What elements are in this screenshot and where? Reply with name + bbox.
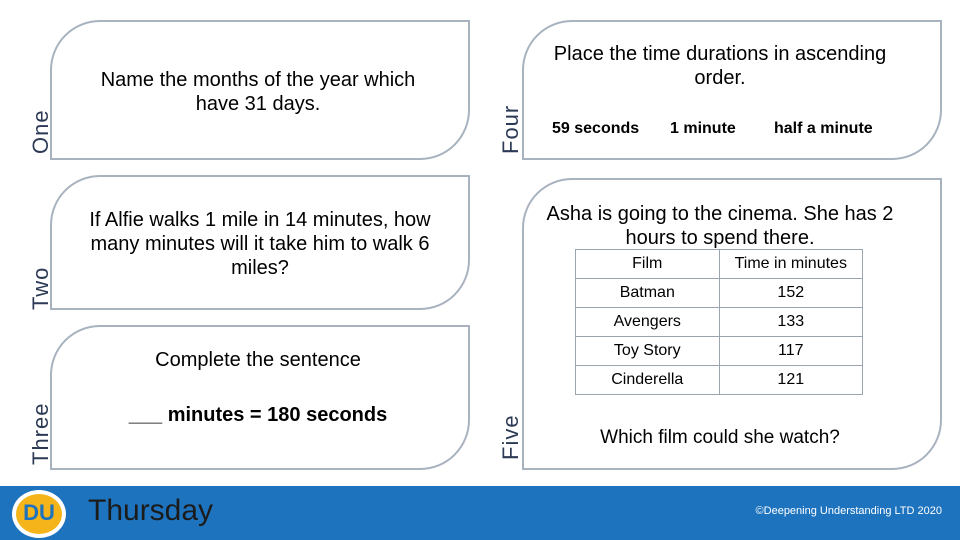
table-cell: Batman (576, 279, 720, 308)
label-one: One (28, 109, 53, 154)
table-cell: 121 (719, 366, 862, 395)
duration-item: 59 seconds (552, 120, 640, 137)
table-row (576, 366, 863, 395)
duration-item: half a minute (774, 120, 873, 137)
logo-text: DU (23, 500, 55, 525)
table-cell: 133 (719, 308, 862, 337)
card-three (50, 325, 470, 470)
label-four: Four (498, 104, 523, 154)
du-logo (12, 490, 66, 538)
question-four: Place the time durations in ascending order. (553, 43, 887, 89)
table-header: Time in minutes (719, 250, 862, 279)
table-cell: Toy Story (576, 337, 720, 366)
label-three: Three (28, 402, 53, 465)
logo-circle-icon (16, 494, 62, 534)
table-cell: 152 (719, 279, 862, 308)
films-table (575, 249, 863, 395)
table-row (576, 337, 863, 366)
table-header-row (576, 250, 863, 279)
question-three-intro: Complete the sentence (155, 349, 361, 371)
copyright: ©Deepening Understanding LTD 2020 (755, 505, 942, 517)
table-cell: 117 (719, 337, 862, 366)
table-cell: Cinderella (576, 366, 720, 395)
table-row (576, 308, 863, 337)
table-cell: Avengers (576, 308, 720, 337)
duration-item: 1 minute (670, 120, 736, 137)
label-two: Two (28, 266, 53, 310)
question-three-sentence: ___ minutes = 180 seconds (128, 404, 388, 426)
card-four (522, 20, 942, 160)
question-one: Name the months of the year which have 31 days. (100, 69, 416, 115)
label-five: Five (498, 414, 523, 460)
day-label: Thursday (88, 494, 214, 527)
table-row (576, 279, 863, 308)
table-header: Film (576, 250, 720, 279)
question-two: If Alfie walks 1 mile in 14 minutes, how many minutes will it take him to walk 6 miles? (89, 209, 431, 279)
question-five-followup: Which film could she watch? (600, 427, 840, 448)
question-five: Asha is going to the cinema. She has 2 hours to spend there. (546, 203, 894, 249)
